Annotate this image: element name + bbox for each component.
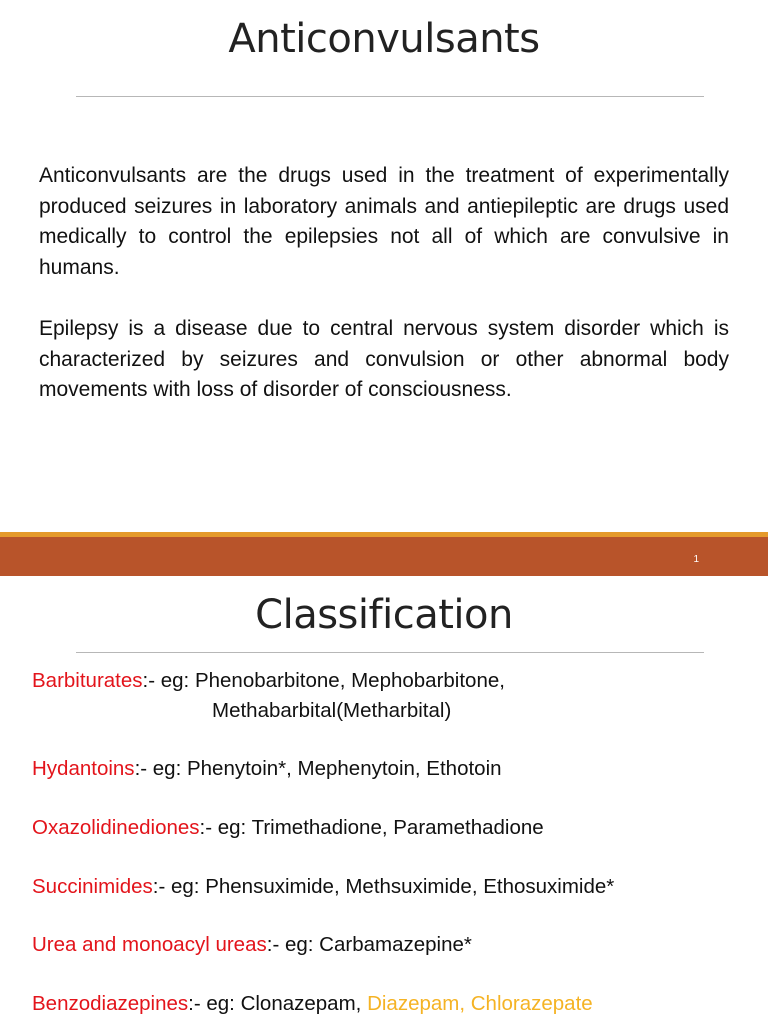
class-item-hydantoins: [32, 754, 748, 784]
title-divider: [76, 652, 704, 653]
class-label: Hydantoins: [32, 757, 135, 780]
class-examples: :- eg: Clonazepam,: [188, 992, 368, 1015]
epilepsy-paragraph: Epilepsy is a disease due to central nervous system disorder which is characterized by seizures and convulsion or other abnormal body movements with loss of disorder of consciousness.: [39, 317, 729, 402]
slide-title: Anticonvulsants: [228, 16, 540, 62]
class-label: Succinimides: [32, 875, 153, 898]
class-examples: :- eg: Phenytoin*, Mephenytoin, Ethotoin: [134, 757, 502, 780]
definition-paragraph: Anticonvulsants are the drugs used in the treatment of experimentally produced seizures in laboratory animals and antiepileptic are drugs used medically to control the epilepsies not all of which are convulsive in humans.: [39, 164, 729, 279]
class-item-oxazolidinediones: [32, 813, 748, 843]
slide-title: Classification: [255, 592, 513, 638]
class-examples-continuation: Methabarbital(Metharbital): [212, 699, 452, 722]
class-label: Urea and monoacyl ureas: [32, 933, 267, 956]
class-item-succinimides: [32, 872, 748, 902]
class-label: Oxazolidinediones: [32, 816, 200, 839]
highlighted-examples: Diazepam, Chlorazepate: [367, 992, 593, 1015]
class-examples: :- eg: Trimethadione, Paramethadione: [199, 816, 544, 839]
class-examples: :- eg: Phensuximide, Methsuximide, Ethosuximide*: [152, 875, 615, 898]
class-label: Barbiturates: [32, 669, 143, 692]
title-divider: [76, 96, 704, 97]
class-item-benzodiazepines: [32, 989, 748, 1019]
slide-footer-band: [0, 532, 768, 576]
class-item-ureas: [32, 930, 748, 960]
class-item-barbiturates: [32, 666, 748, 726]
class-examples: :- eg: Phenobarbitone, Mephobarbitone,: [142, 669, 505, 692]
page-number: 1: [693, 554, 699, 565]
class-label: Benzodiazepines: [32, 992, 189, 1015]
slide-2: [0, 576, 768, 1024]
class-examples: :- eg: Carbamazepine*: [266, 933, 472, 956]
